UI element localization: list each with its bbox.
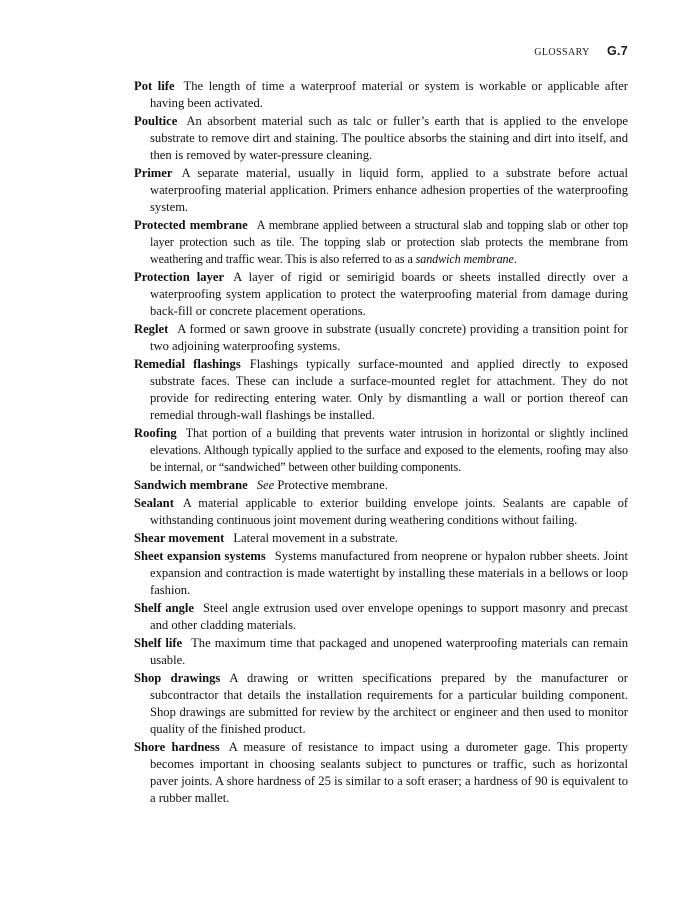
glossary-definition: That portion of a building that prevents water intrusion in horizontal or slightly inclined elevations. Although typically applied to the surface and exposed to the elements, roofing may also be internal, or “sandwiched” between other building components. xyxy=(150,426,628,474)
glossary-definition-emphasis: sandwich membrane xyxy=(415,252,514,266)
glossary-term: Shelf angle xyxy=(134,601,195,615)
glossary-term: Shop drawings xyxy=(134,671,221,685)
glossary-definition: A layer of rigid or semirigid boards or sheets installed directly over a waterproofing system application to protect the waterproofing material from damage during back-fill or concrete placement operations. xyxy=(150,270,629,318)
glossary-definition: Steel angle extrusion used over envelope openings to support masonry and precast and other cladding materials. xyxy=(150,601,628,632)
glossary-entry xyxy=(134,670,628,738)
glossary-entry xyxy=(134,530,628,547)
glossary-definition: A formed or sawn groove in substrate (usually concrete) providing a transition point for two adjoining waterproofing systems. xyxy=(150,322,628,353)
glossary-entry xyxy=(134,165,628,216)
glossary-entry xyxy=(134,739,628,807)
glossary-list xyxy=(134,78,628,808)
glossary-term: Remedial flashings xyxy=(134,357,241,371)
glossary-definition-end: . xyxy=(513,252,517,266)
glossary-entry xyxy=(134,600,628,634)
glossary-definition: The maximum time that packaged and unopened waterproofing materials can remain usable. xyxy=(150,636,628,667)
glossary-term: Primer xyxy=(134,166,173,180)
glossary-entry xyxy=(134,477,628,494)
glossary-entry xyxy=(134,635,628,669)
glossary-definition: A membrane applied between a structural slab and topping slab or other top layer protection such as tile. The topping slab or protection slab protects the membrane from weathering and traffic wear. This is also referred to as a xyxy=(150,218,628,266)
glossary-see-reference: See xyxy=(256,478,275,492)
glossary-term: Sealant xyxy=(134,496,174,510)
glossary-term: Poultice xyxy=(134,114,178,128)
glossary-term: Sheet expansion systems xyxy=(134,549,266,563)
glossary-definition: A separate material, usually in liquid form, applied to a substrate before actual waterproofing material application. Primers enhance adhesion properties of the waterproofing system. xyxy=(150,166,628,214)
glossary-term: Pot life xyxy=(134,79,175,93)
glossary-term: Shore hardness xyxy=(134,740,220,754)
glossary-entry xyxy=(134,495,628,529)
glossary-entry xyxy=(134,217,628,268)
page-number: G.7 xyxy=(606,44,628,58)
glossary-entry xyxy=(134,356,628,424)
glossary-definition: The length of time a waterproof material or system is workable or applicable after having been activated. xyxy=(150,79,628,110)
glossary-entry xyxy=(134,269,628,320)
running-header xyxy=(134,44,628,58)
glossary-definition: An absorbent material such as talc or fuller’s earth that is applied to the envelope substrate to remove dirt and staining. The poultice absorbs the staining and dirt into itself, and then is removed by water-pressure cleaning. xyxy=(150,114,628,162)
glossary-entry xyxy=(134,78,628,112)
glossary-definition: Protective membrane. xyxy=(277,478,388,492)
glossary-term: Shear movement xyxy=(134,531,225,545)
glossary-definition: Lateral movement in a substrate. xyxy=(233,531,399,545)
glossary-definition: Systems manufactured from neoprene or hypalon rubber sheets. Joint expansion and contraction is made watertight by installing these materials in a bellows or loop fashion. xyxy=(150,549,628,597)
glossary-term: Protection layer xyxy=(134,270,225,284)
glossary-term: Sandwich membrane xyxy=(134,478,248,492)
glossary-entry xyxy=(134,321,628,355)
glossary-term: Roofing xyxy=(134,426,177,440)
glossary-definition: Flashings typically surface-mounted and applied directly to exposed substrate faces. These can include a surface-mounted reglet for attachment. They do not provide for redirecting entering water. Only by dismantling a wall or portion thereof can remedial through-wall flashings be installed. xyxy=(150,357,628,422)
glossary-term: Shelf life xyxy=(134,636,183,650)
section-title: GLOSSARY xyxy=(534,47,590,58)
glossary-entry xyxy=(134,548,628,599)
glossary-entry xyxy=(134,425,628,476)
glossary-term: Protected membrane xyxy=(134,218,248,232)
glossary-entry xyxy=(134,113,628,164)
glossary-definition: A drawing or written specifications prepared by the manufacturer or subcontractor that details the installation requirements for a particular building component. Shop drawings are submitted for review by the architect or engineer and then used to monitor quality of the finished product. xyxy=(150,671,628,736)
glossary-definition: A measure of resistance to impact using a durometer gage. This property becomes important in choosing sealants subject to punctures or traffic, such as horizontal paver joints. A shore hardness of 25 is similar to a soft eraser; a hardness of 90 is equivalent to a rubber mallet. xyxy=(150,740,628,805)
glossary-definition: A material applicable to exterior building envelope joints. Sealants are capable of withstanding continuous joint movement during weathering conditions without failing. xyxy=(150,496,628,527)
glossary-term: Reglet xyxy=(134,322,169,336)
